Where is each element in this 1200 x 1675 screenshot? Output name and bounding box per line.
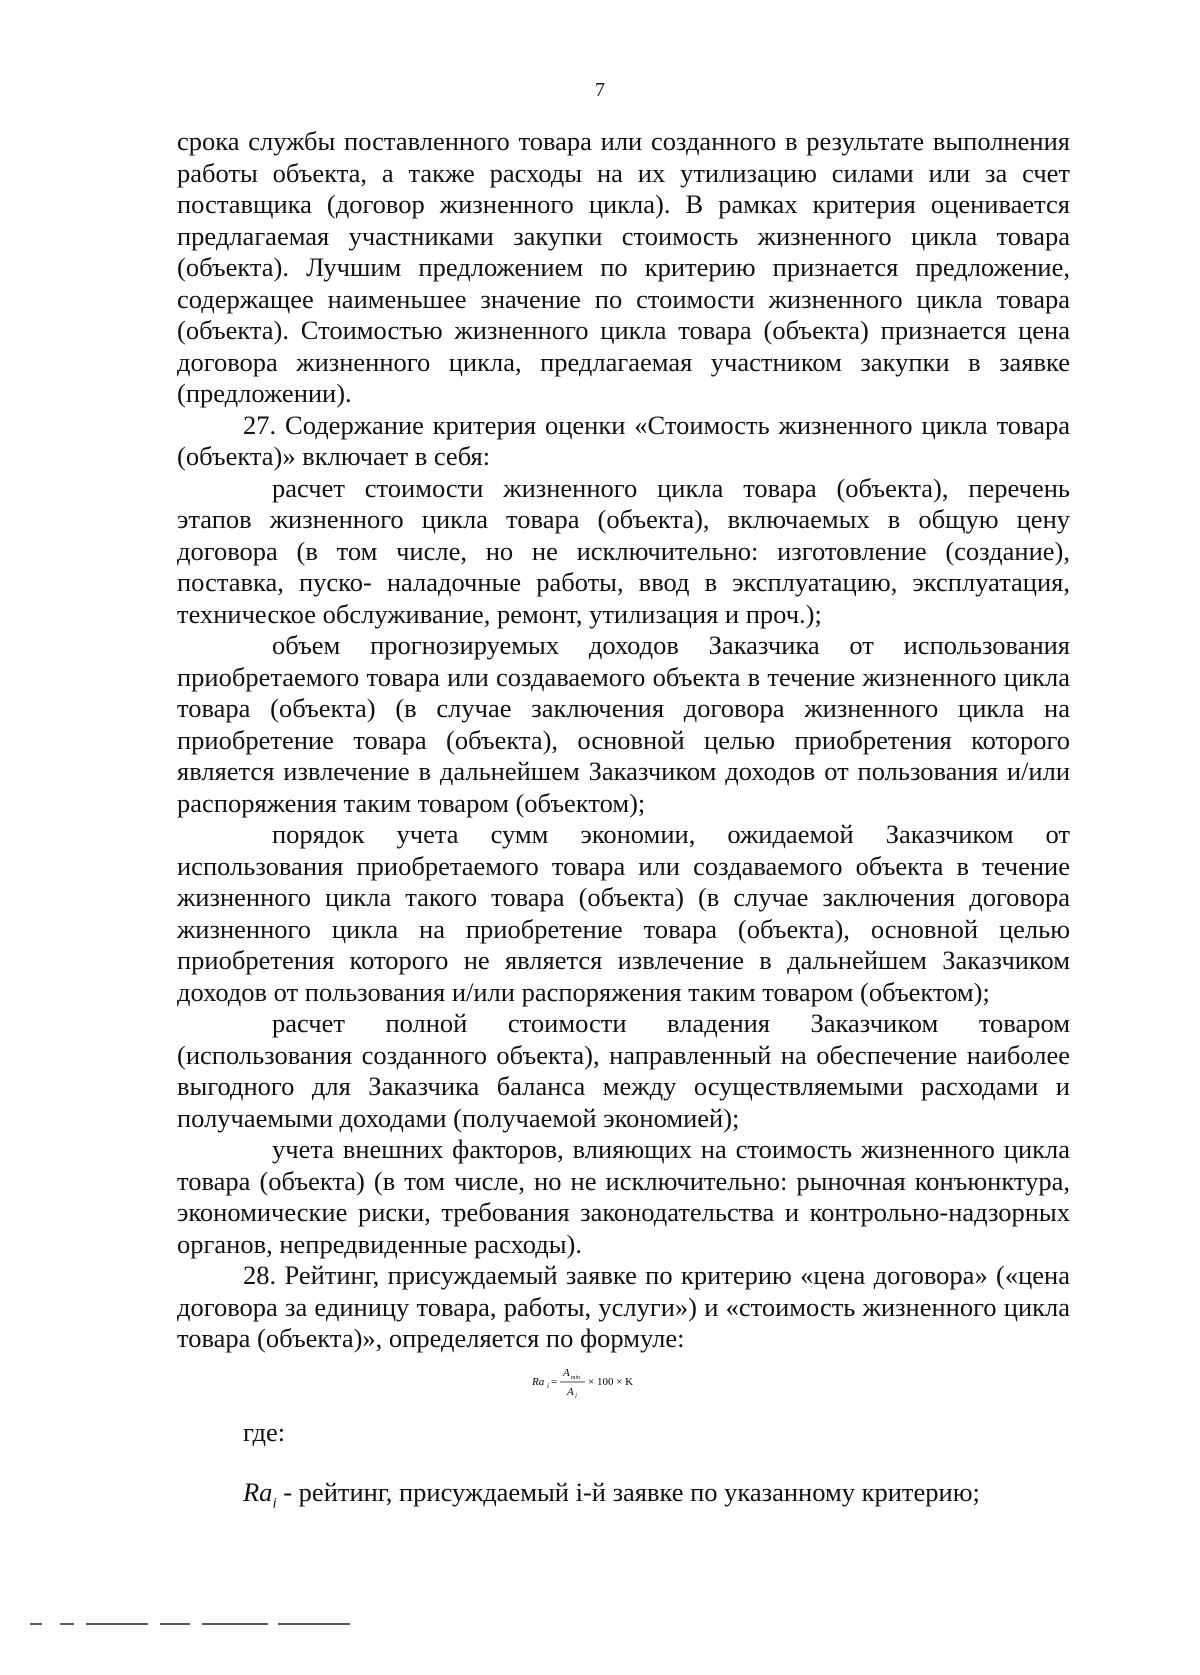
formula-lhs-sub: i: [547, 1382, 549, 1390]
definition-ra: [243, 1476, 1093, 1519]
rating-formula: [0, 1361, 1200, 1405]
paragraph-27: 27. Содержание критерия оценки «Стоимость жизненного цикла товара (объекта)» включает в себя:: [177, 409, 1070, 471]
formula-denominator: A: [567, 1386, 574, 1398]
rating-formula-svg: [530, 1361, 670, 1401]
formula-tail: × 100 × K: [588, 1376, 634, 1388]
formula-numerator-sub: min: [571, 1375, 580, 1381]
paragraph-external-factors: учета внешних факторов, влияющих на стоимость жизненного цикла товара (объекта) (в том числе, но не исключительно: рыночная конъюнктура, экономические риски, требования законодательства и контрольно-надзорных органов, непредвиденные расходы).: [177, 1134, 1070, 1259]
definition-text: - рейтинг, присуждаемый i-й заявке по указанному критерию;: [276, 1477, 980, 1507]
page-number: 7: [595, 79, 605, 101]
paragraph-lifecycle-cost-calc: расчет стоимости жизненного цикла товара (объекта), перечень этапов жизненного цикла товара (объекта), включаемых в общую цену договора (в том числе, но не исключительно: изготовление (создание), поставка, пуско- наладочные работы, ввод в эксплуатацию, эксплуатация, техническое обслуживание, ремонт, утилизация и проч.);: [177, 472, 1070, 629]
paragraph-total-ownership-cost: расчет полной стоимости владения Заказчиком товаром (использования созданного объекта), направленный на обеспечение наиболее выгодного для Заказчика баланса между осуществляемыми расходами и получаемыми доходами (получаемой экономией);: [177, 1008, 1070, 1133]
definition-variable: Ra: [243, 1477, 273, 1507]
formula-lhs: Ra: [532, 1376, 545, 1388]
where-label: где:: [243, 1417, 286, 1447]
scan-artifact-lines: [30, 1621, 350, 1627]
formula-numerator: A: [563, 1367, 570, 1379]
document-body: [177, 126, 1070, 1355]
formula-denominator-sub: i: [575, 1392, 577, 1400]
formula-equals: =: [551, 1376, 558, 1388]
paragraph-forecast-income: объем прогнозируемых доходов Заказчика от использования приобретаемого товара или создаваемого объекта в течение жизненного цикла товара (объекта) (в случае заключения договора жизненного цикла на приобретение товара (объекта), основной целью приобретения которого является извлечение в дальнейшем Заказчиком доходов от пользования и/или распоряжения таким товаром (объектом);: [177, 630, 1070, 818]
paragraph-continuation: срока службы поставленного товара или созданного в результате выполнения работы объекта, а также расходы на их утилизацию силами или за счет поставщика (договор жизненного цикла). В рамках критерия оценивается предлагаемая участниками закупки стоимость жизненного цикла товара (объекта). Лучшим предложением по критерию признается предложение, содержащее наименьшее значение по стоимости жизненного цикла товара (объекта). Стоимостью жизненного цикла товара (объекта) признается цена договора жизненного цикла, предлагаемая участником закупки в заявке (предложении).: [177, 126, 1070, 408]
definition-variable-sub: i: [272, 1495, 277, 1512]
paragraph-savings-accounting: порядок учета сумм экономии, ожидаемой Заказчиком от использования приобретаемого товара или создаваемого объекта в течение жизненного цикла такого товара (объекта) (в случае заключения договора жизненного цикла на приобретение товара (объекта), основной целью приобретения которого не является извлечение в дальнейшем Заказчиком доходов от пользования и/или распоряжения таким товаром (объектом);: [177, 819, 1070, 1007]
paragraph-28: 28. Рейтинг, присуждаемый заявке по критерию «цена договора» («цена договора за единицу товара, работы, услуги») и «стоимость жизненного цикла товара (объекта)», определяется по формуле:: [177, 1260, 1070, 1353]
